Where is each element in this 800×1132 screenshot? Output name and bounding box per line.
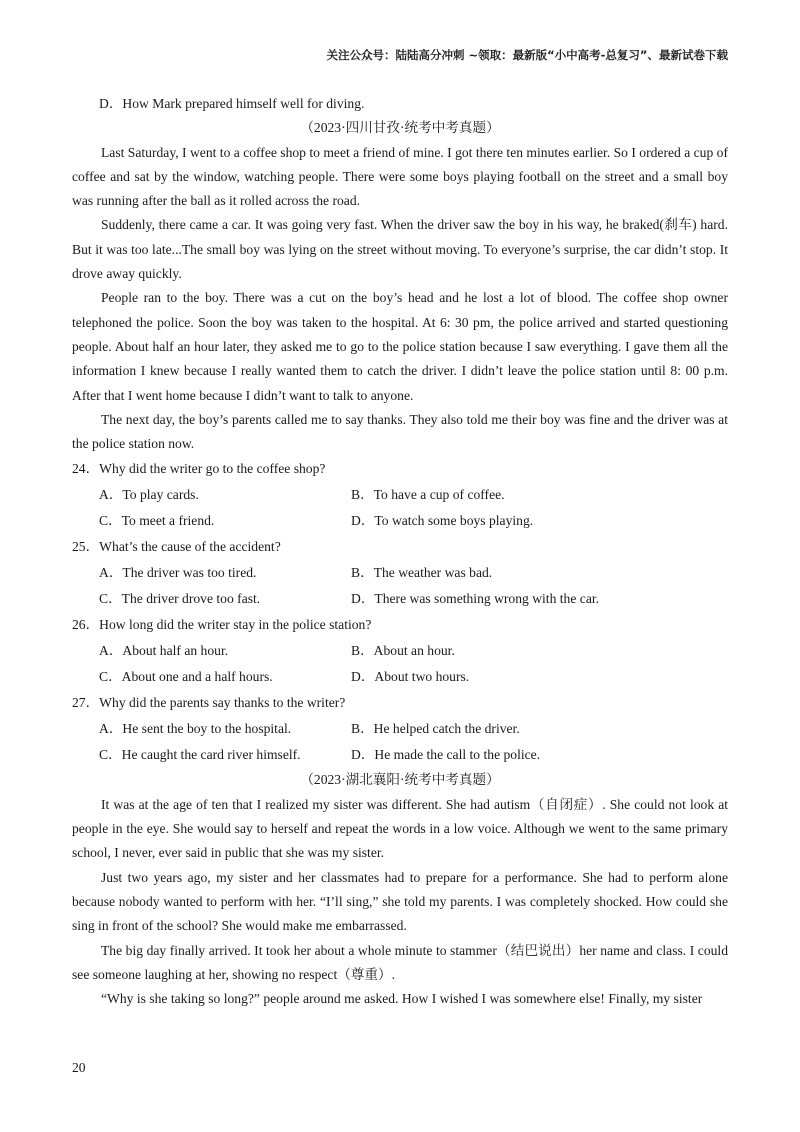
option-c: C．To meet a friend. xyxy=(99,513,215,529)
page-header: 关注公众号：陆陆高分冲刺 ~领取：最新版“小中高考-总复习”、最新试卷下载 xyxy=(326,48,728,62)
question-26 xyxy=(72,612,728,690)
question-25 xyxy=(72,534,728,612)
passage-paragraph: “Why is she taking so long?” people around me asked. How I wished I was somewhere else! Finally, my sister xyxy=(101,991,703,1007)
option-a: A．The driver was too tired. xyxy=(99,565,257,581)
previous-option-d: D．How Mark prepared himself well for diving. xyxy=(99,96,365,111)
question-stem: 27．Why did the parents say thanks to the writer? xyxy=(72,695,346,711)
option-d: D．To watch some boys playing. xyxy=(351,513,534,529)
passage-paragraph: The next day, the boy’s parents called me to say thanks. They also told me their boy was fine and the driver was at the police station now. xyxy=(72,411,728,452)
passage-paragraph: People ran to the boy. There was a cut on the boy’s head and he lost a lot of blood. The coffee shop owner telephoned the police. Soon the boy was taken to the hospital. At 6: 30 pm, the police arrived and started questioning people. About half an hour later, they asked me to go to the police station because I saw everything. I gave them all the information I knew because I really wanted them to catch the driver. I didn’t leave the police station until 8: 00 p.m. After that I went home because I didn’t want to talk to anyone. xyxy=(72,290,728,403)
option-a: A．To play cards. xyxy=(99,487,199,503)
option-b: B．To have a cup of coffee. xyxy=(351,487,505,503)
option-a: A．About half an hour. xyxy=(99,643,229,659)
source-label: （2023·四川甘孜·统考中考真题） xyxy=(300,120,500,136)
options xyxy=(72,482,728,534)
options xyxy=(72,716,728,768)
option-b: B．The weather was bad. xyxy=(351,565,493,581)
option-c: C．About one and a half hours. xyxy=(99,669,273,685)
option-c: C．The driver drove too fast. xyxy=(99,591,261,607)
question-stem: 26．How long did the writer stay in the police station? xyxy=(72,617,372,633)
option-d: D．There was something wrong with the car. xyxy=(351,591,600,607)
option-c: C．He caught the card river himself. xyxy=(99,747,301,763)
passage-paragraph: Last Saturday, I went to a coffee shop to meet a friend of mine. I got there ten minutes earlier. So I ordered a cup of coffee and sat by the window, watching people. There were some boys playing football on the street and a small boy was running after the ball as it rolled across the road. xyxy=(72,144,728,209)
document-body xyxy=(72,92,728,1011)
options xyxy=(72,560,728,612)
passage-paragraph: It was at the age of ten that I realized my sister was different. She had autism（自闭症）. She could not look at people in the eye. She would say to herself and repeat the words in a low voice. Although we went to the same primary school, I never, ever said in public that she was my sister. xyxy=(72,796,728,861)
option-b: B．About an hour. xyxy=(351,643,455,659)
question-stem: 24．Why did the writer go to the coffee shop? xyxy=(72,461,326,477)
question-27 xyxy=(72,690,728,768)
option-b: B．He helped catch the driver. xyxy=(351,721,520,737)
option-d: D．About two hours. xyxy=(351,669,470,685)
passage-paragraph: The big day finally arrived. It took her about a whole minute to stammer（结巴说出）her name and class. I could see someone laughing at her, showing no respect（尊重）. xyxy=(72,942,728,982)
passage-paragraph: Just two years ago, my sister and her classmates had to prepare for a performance. She had to perform alone because nobody wanted to perform with her. “I’ll sing,” she told my parents. I was completely shocked. How could she sing in front of the school? She would make me embarrassed. xyxy=(72,869,728,934)
passage-paragraph: Suddenly, there came a car. It was going very fast. When the driver saw the boy in his way, he braked(刹车) hard. But it was too late...The small boy was lying on the street without moving. To everyone’s surprise, the car didn’t stop. It drove away quickly. xyxy=(72,217,728,282)
page-number: 20 xyxy=(72,1060,86,1075)
question-stem: 25．What’s the cause of the accident? xyxy=(72,539,281,555)
options xyxy=(72,638,728,690)
option-d: D．He made the call to the police. xyxy=(351,747,541,763)
question-24 xyxy=(72,456,728,534)
source-label: （2023·湖北襄阳·统考中考真题） xyxy=(300,772,500,788)
option-a: A．He sent the boy to the hospital. xyxy=(99,721,292,737)
